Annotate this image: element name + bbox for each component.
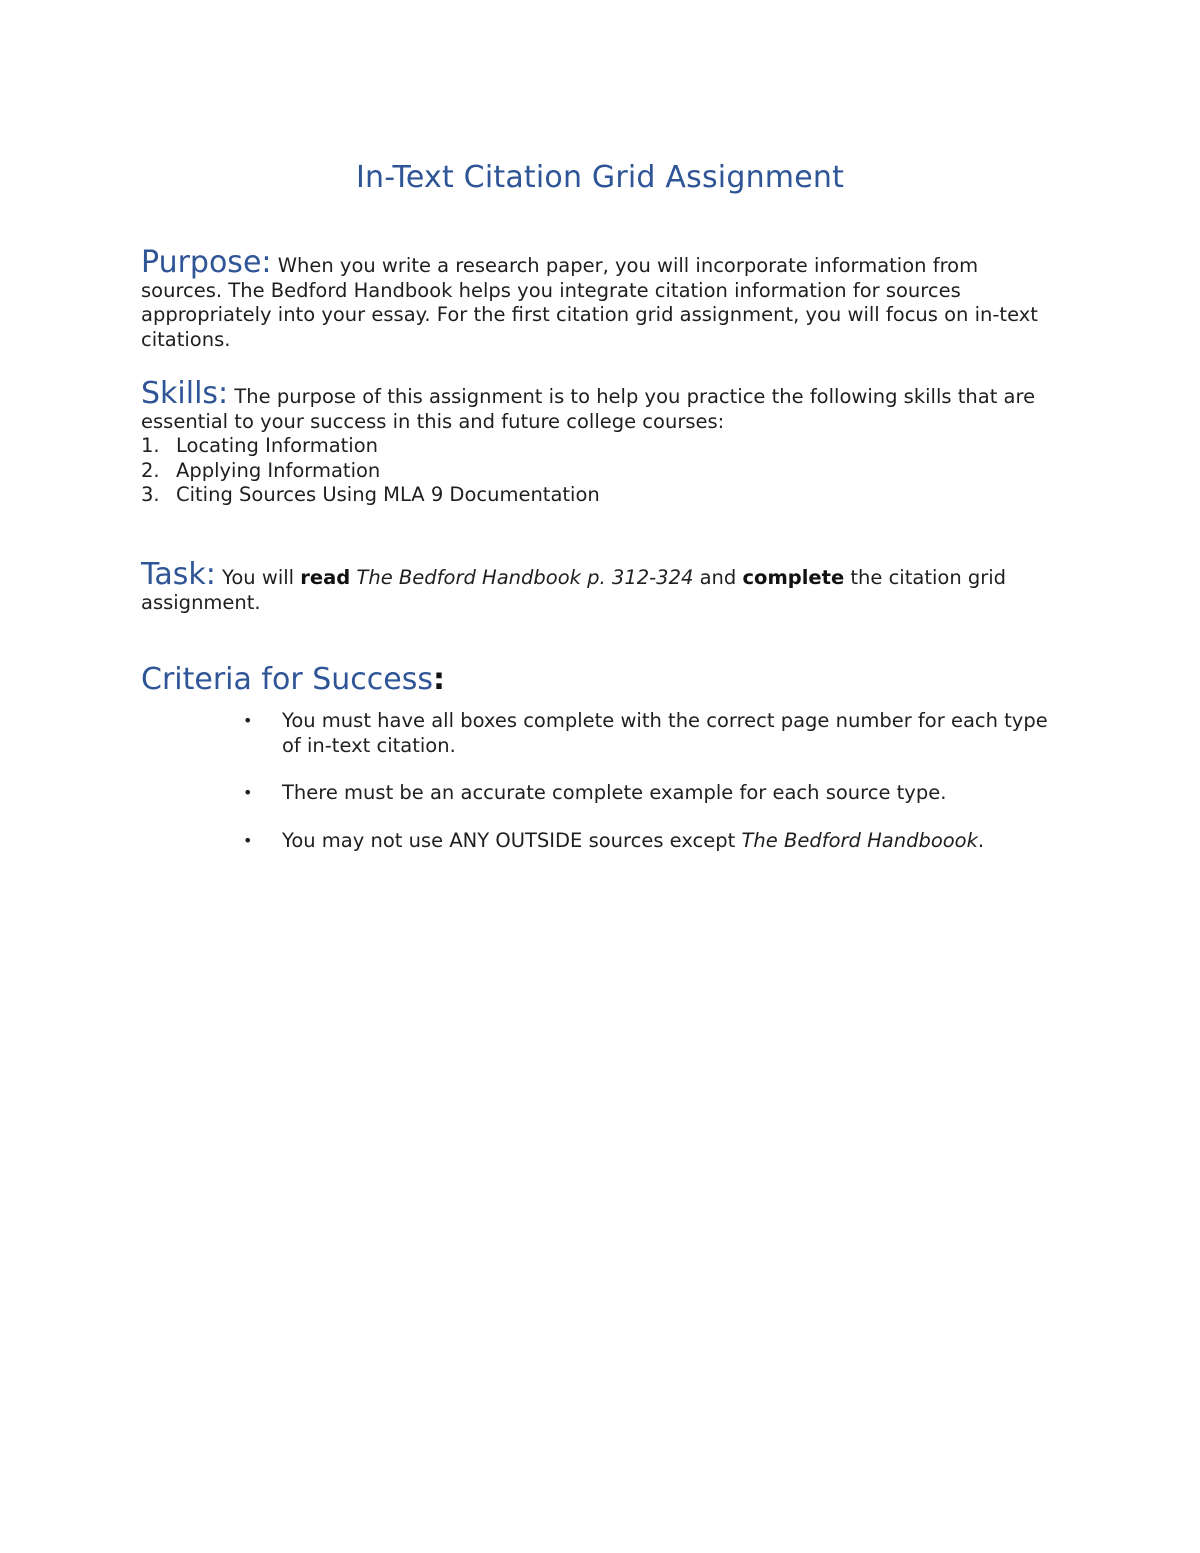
criteria-item-text-part: . bbox=[977, 828, 985, 852]
list-item-label: Locating Information bbox=[176, 434, 378, 457]
list-number: 1. bbox=[141, 434, 160, 457]
page-title: In-Text Citation Grid Assignment bbox=[355, 160, 845, 195]
list-item-label: Applying Information bbox=[176, 458, 381, 482]
purpose-text: When you write a research paper, you will incorporate information from sources. The Bedford Handbook helps you integrate citation information for sources appropriately into your essay. For the first citation grid assignment, you will focus on in-text citations. bbox=[141, 254, 1038, 351]
list-item-label: Citing Sources Using MLA 9 Documentation bbox=[176, 483, 600, 506]
criteria-item-text-part: You may not use ANY OUTSIDE sources except bbox=[282, 828, 742, 852]
criteria-list bbox=[243, 709, 1063, 876]
skills-intro: The purpose of this assignment is to help you practice the following skills that are essential to your success in this and future college courses: bbox=[141, 385, 1036, 433]
task-heading: Task: bbox=[141, 557, 216, 592]
task-book-reference: The Bedford Handbook p. 312-324 bbox=[356, 566, 694, 589]
skills-intro-paragraph bbox=[141, 376, 1061, 434]
list-number: 3. bbox=[141, 483, 160, 506]
criteria-heading-colon: : bbox=[432, 662, 445, 697]
criteria-section bbox=[141, 662, 1061, 697]
task-complete-emphasis: complete bbox=[742, 566, 845, 589]
criteria-item-text: There must be an accurate complete example for each source type. bbox=[282, 781, 947, 804]
task-text: and bbox=[693, 566, 743, 589]
criteria-item-text: You must have all boxes complete with the correct page number for each type of in-text citation. bbox=[282, 709, 1048, 757]
list-item bbox=[243, 781, 1063, 806]
criteria-item-text bbox=[282, 829, 1063, 854]
list-item bbox=[243, 709, 1063, 758]
skills-section bbox=[141, 376, 1061, 508]
task-read-emphasis: read bbox=[300, 566, 351, 589]
bullet-icon: • bbox=[243, 711, 253, 730]
purpose-section bbox=[141, 245, 1061, 352]
list-item bbox=[243, 829, 1063, 854]
bullet-icon: • bbox=[243, 783, 253, 802]
criteria-book-title: The Bedford Handboook bbox=[741, 828, 978, 852]
list-item bbox=[141, 483, 1061, 508]
purpose-heading: Purpose: bbox=[141, 245, 272, 280]
task-text: the citation grid assignment. bbox=[141, 566, 1007, 614]
skills-list bbox=[141, 434, 1061, 508]
task-section bbox=[141, 557, 1061, 615]
list-item bbox=[141, 434, 1061, 459]
skills-heading: Skills: bbox=[141, 376, 229, 411]
list-item bbox=[141, 459, 1061, 484]
list-number: 2. bbox=[141, 458, 160, 482]
criteria-heading: Criteria for Success bbox=[141, 662, 433, 697]
task-text: You will bbox=[215, 566, 301, 589]
bullet-icon: • bbox=[243, 830, 253, 850]
